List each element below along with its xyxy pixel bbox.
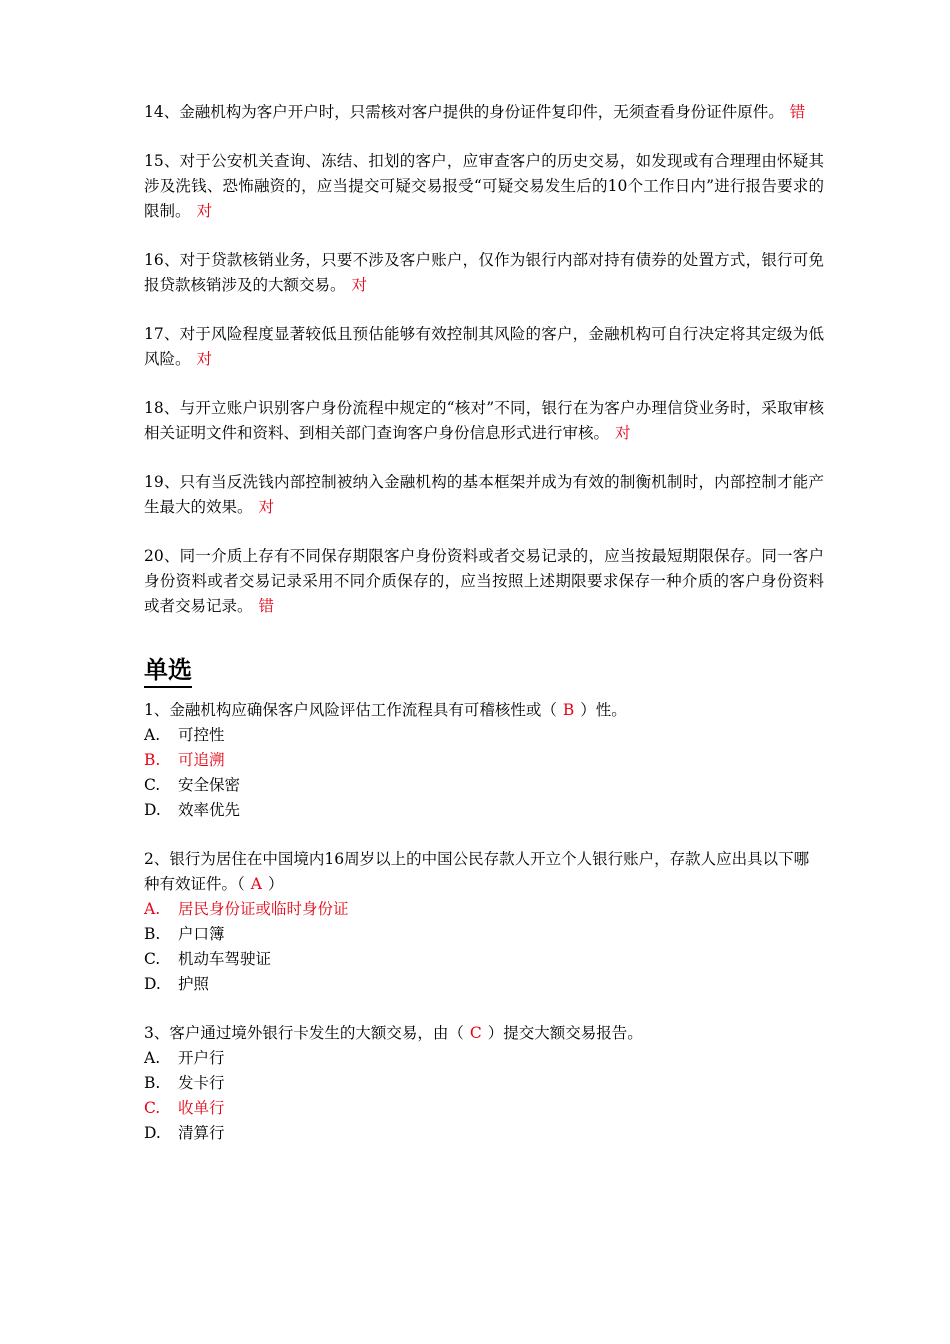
option-letter: C. [144,1099,161,1117]
mc-option [144,922,824,947]
tf-question [144,544,824,619]
option-text: 户口簿 [178,925,225,943]
option-text: 发卡行 [178,1074,225,1092]
tf-answer: 错 [789,103,806,121]
document-content [144,100,824,1170]
mc-option [144,798,824,823]
tf-question-text: 20、同一介质上存有不同保存期限客户身份资料或者交易记录的，应当按最短期限保存。同一客户身份资料或者交易记录采用不同介质保存的，应当按照上述期限要求保存一种介质的客户身份资料或者交易记录。 [144,547,824,615]
option-text: 开户行 [178,1049,225,1067]
tf-question [144,396,824,446]
option-text: 安全保密 [178,776,241,794]
mc-question [144,698,824,823]
mc-question-stem [144,847,824,897]
tf-question-text: 16、对于贷款核销业务，只要不涉及客户账户，仅作为银行内部对持有债券的处置方式，银行可免报贷款核销涉及的大额交易。 [144,251,824,294]
mc-question-stem [144,1021,824,1046]
tf-question-text: 14、金融机构为客户开户时，只需核对客户提供的身份证件复印件，无须查看身份证件原件。 [144,103,784,121]
option-text: 收单行 [178,1099,225,1117]
option-text: 效率优先 [178,801,241,819]
tf-question [144,470,824,520]
mc-option [144,723,824,748]
option-letter: D. [144,975,161,993]
mc-answer: A [250,875,262,893]
mc-question-text-end: ）性。 [580,701,627,719]
option-letter: A. [144,726,161,744]
option-letter: D. [144,1124,161,1142]
tf-answer: 对 [258,498,275,516]
tf-question-text: 19、只有当反洗钱内部控制被纳入金融机构的基本框架并成为有效的制衡机制时，内部控制才能产生最大的效果。 [144,473,824,516]
mc-question [144,847,824,997]
section-title: 单选 [144,655,192,688]
tf-question [144,322,824,372]
multiple-choice-list [144,698,824,1146]
tf-answer: 对 [196,350,213,368]
mc-option-correct [144,1096,824,1121]
tf-answer: 对 [196,202,213,220]
option-letter: B. [144,925,161,943]
mc-option [144,1071,824,1096]
mc-question-text: 2、银行为居住在中国境内16周岁以上的中国公民存款人开立个人银行账户，存款人应出具以下哪种有效证件。（ [144,850,810,893]
tf-answer: 错 [258,597,275,615]
mc-answer: B [562,701,575,719]
mc-question-text-end: ） [267,875,284,893]
tf-question-text: 15、对于公安机关查询、冻结、扣划的客户，应审查客户的历史交易，如发现或有合理理由怀疑其涉及洗钱、恐怖融资的，应当提交可疑交易报受“可疑交易发生后的10个工作日内”进行报告要求的限制。 [144,152,824,220]
option-text: 可追溯 [178,751,225,769]
tf-question [144,149,824,224]
mc-option [144,773,824,798]
option-letter: C. [144,776,161,794]
mc-option [144,947,824,972]
option-text: 清算行 [178,1124,225,1142]
option-letter: C. [144,950,161,968]
mc-answer: C [469,1024,482,1042]
true-false-list [144,100,824,619]
mc-option-correct [144,897,824,922]
mc-question-text-end: ）提交大额交易报告。 [487,1024,643,1042]
tf-question [144,248,824,298]
mc-option [144,1121,824,1146]
option-letter: B. [144,751,161,769]
option-letter: B. [144,1074,161,1092]
tf-question-text: 18、与开立账户识别客户身份流程中规定的“核对”不同，银行在为客户办理信贷业务时，采取审核相关证明文件和资料、到相关部门查询客户身份信息形式进行审核。 [144,399,824,442]
mc-question-stem [144,698,824,723]
mc-question-text: 1、金融机构应确保客户风险评估工作流程具有可稽核性或（ [144,701,557,719]
option-text: 可控性 [178,726,225,744]
option-text: 机动车驾驶证 [178,950,272,968]
mc-question-text: 3、客户通过境外银行卡发生的大额交易，由（ [144,1024,464,1042]
mc-option [144,972,824,997]
option-letter: D. [144,801,161,819]
mc-question [144,1021,824,1146]
mc-option-correct [144,748,824,773]
tf-question [144,100,824,125]
tf-answer: 对 [351,276,368,294]
option-text: 护照 [178,975,210,993]
mc-option [144,1046,824,1071]
option-text: 居民身份证或临时身份证 [178,900,349,918]
tf-answer: 对 [615,424,631,442]
tf-question-text: 17、对于风险程度显著较低且预估能够有效控制其风险的客户，金融机构可自行决定将其定级为低风险。 [144,325,824,368]
option-letter: A. [144,1049,161,1067]
option-letter: A. [144,900,161,918]
